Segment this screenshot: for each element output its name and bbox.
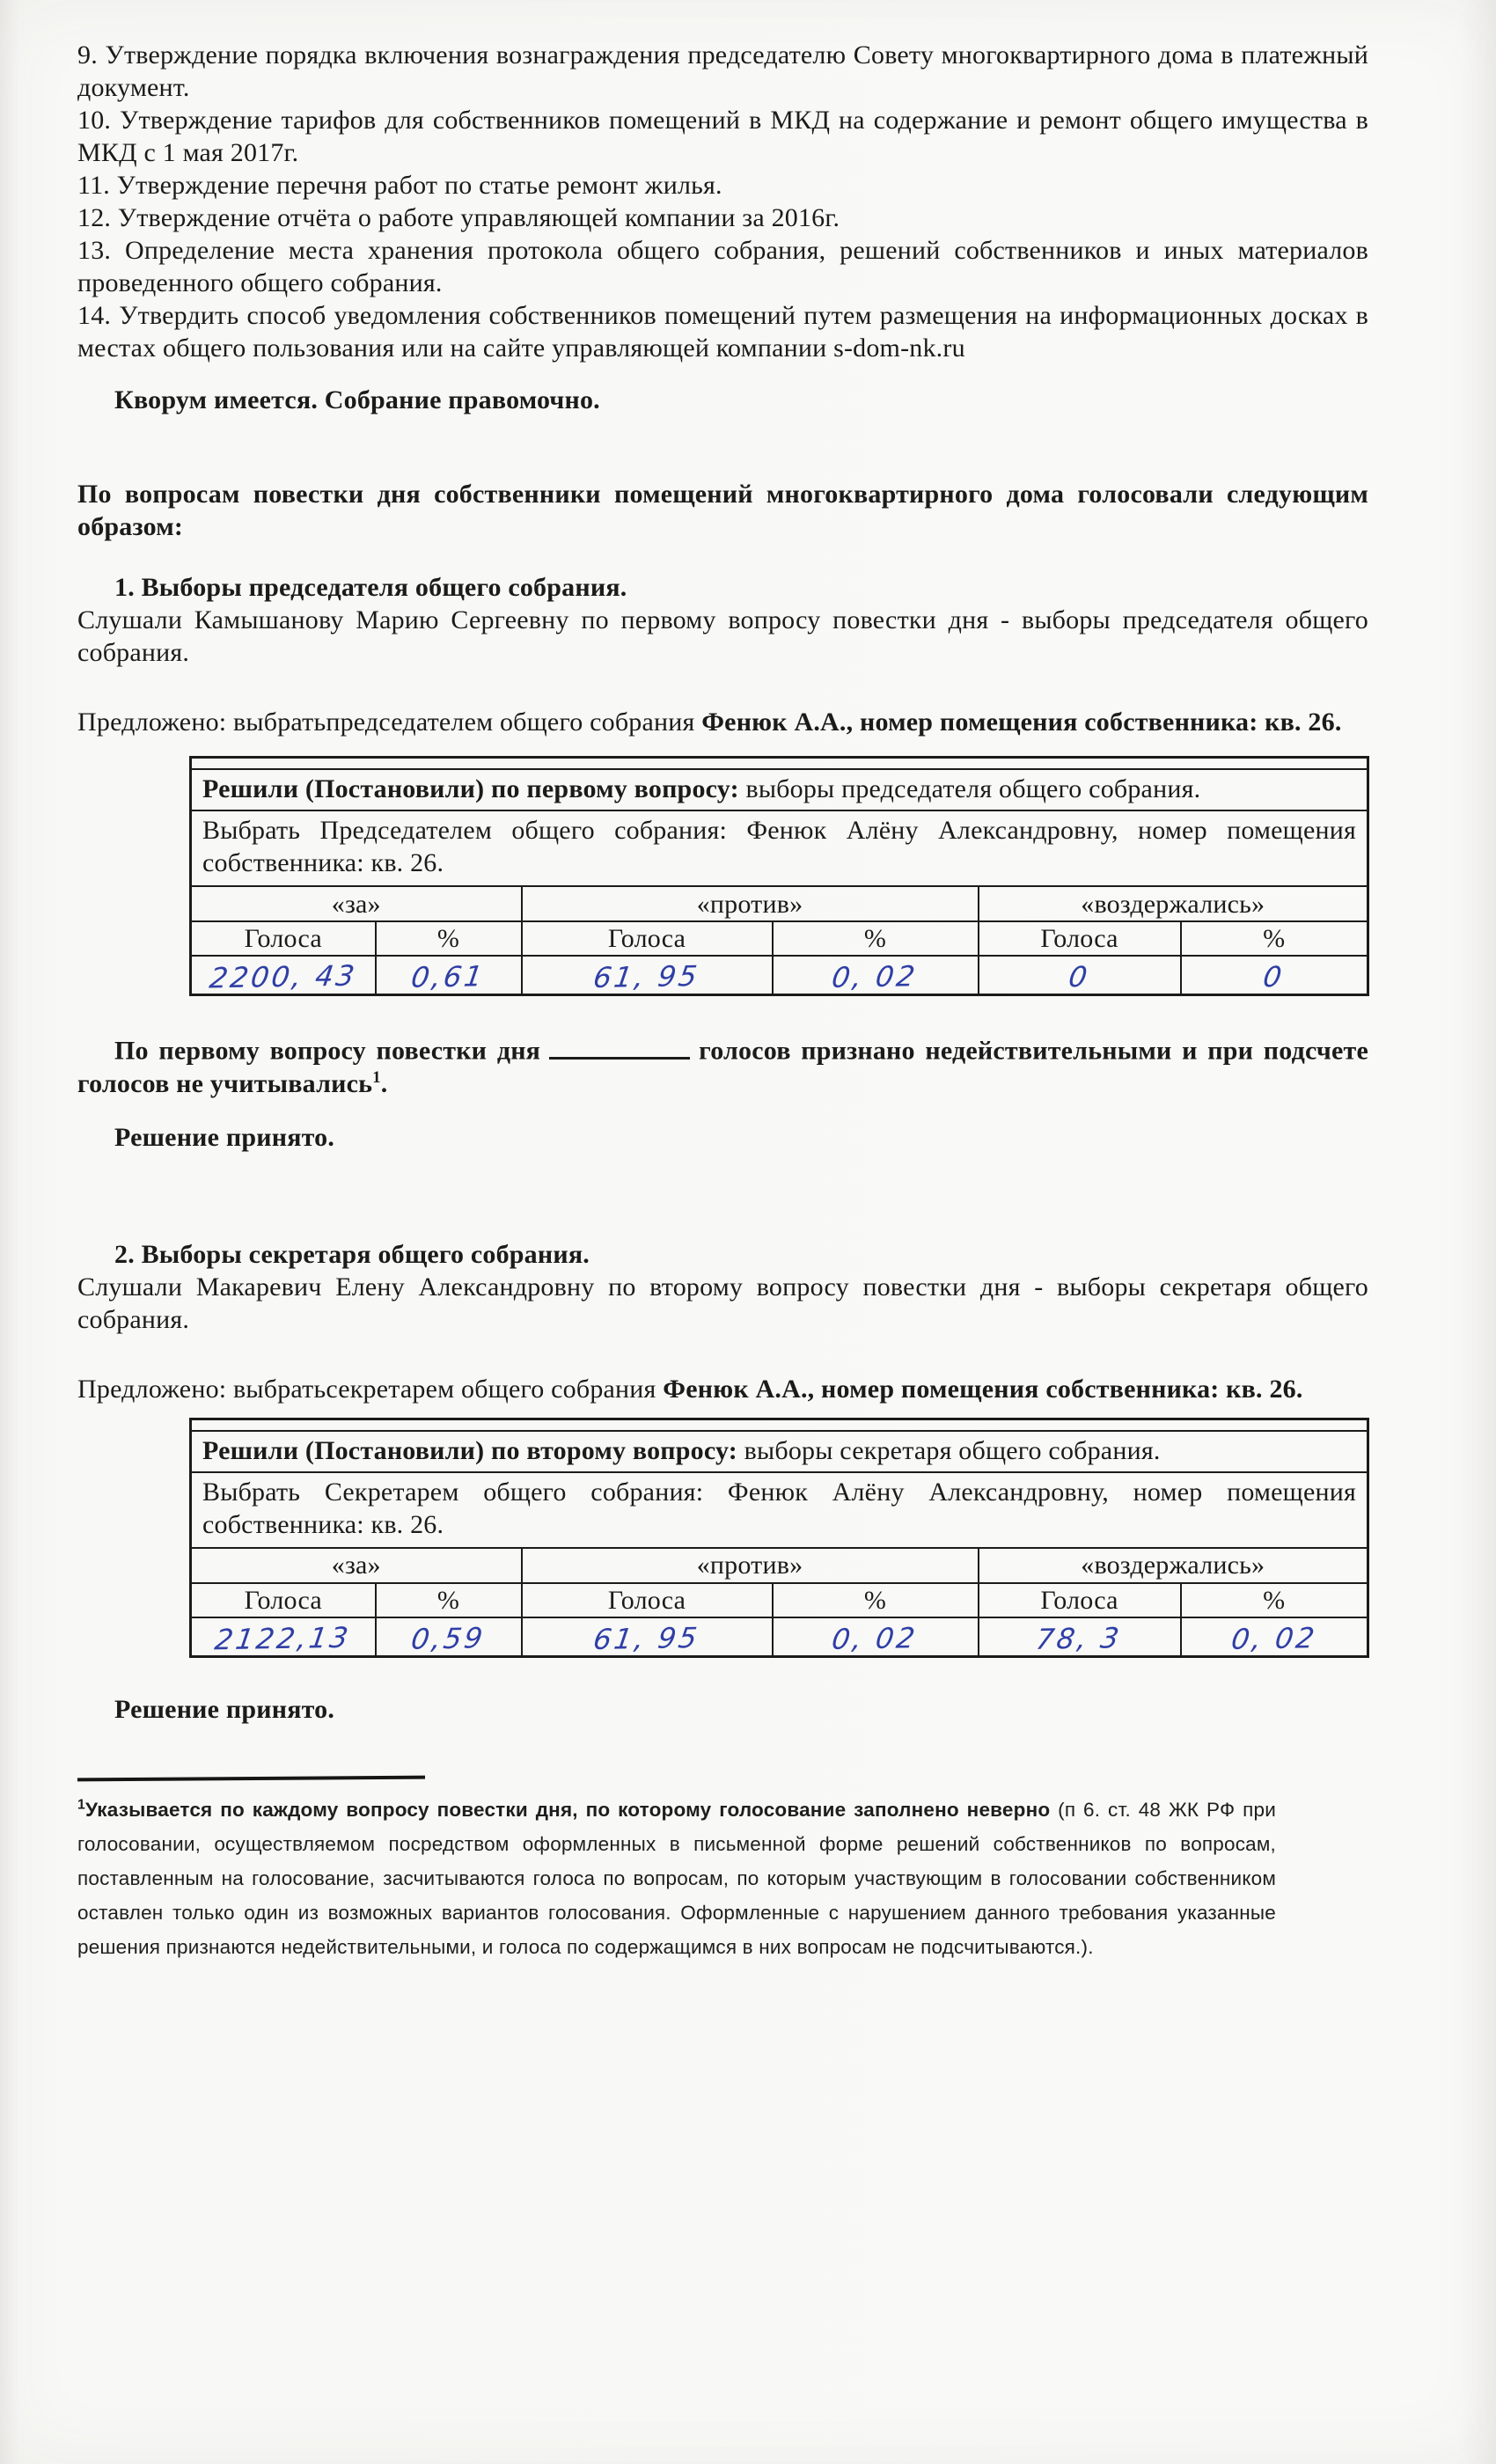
resolved-text: выборы председателя общего собрания. xyxy=(738,774,1201,803)
agenda-item-10: 10. Утверждение тарифов для собственников помещений в МКД на содержание и ремонт общего имущества в МКД с 1 мая 2017г. xyxy=(77,106,1368,167)
col-header-percent: % xyxy=(1181,921,1368,956)
table-row xyxy=(191,1617,1368,1657)
question1-proposed-text: Предложено: выбратьпредседателем общего собрания xyxy=(77,708,702,737)
table-row xyxy=(191,1583,1368,1617)
col-header-golosa: Голоса xyxy=(979,1583,1181,1617)
col-header-golosa: Голоса xyxy=(979,921,1181,956)
question2-proposed xyxy=(77,1373,1368,1405)
col-header-golosa: Голоса xyxy=(522,1583,773,1617)
vote-table-question2 xyxy=(189,1418,1369,1658)
question2-proposed-candidate: Фенюк А.А., номер помещения собственника: кв. 26. xyxy=(663,1374,1303,1404)
handwritten-value: 2200, 43 xyxy=(207,958,359,995)
table-row xyxy=(191,1548,1368,1583)
col-header-golosa: Голоса xyxy=(522,921,773,956)
col-header-golosa: Голоса xyxy=(191,921,376,956)
group-protiv-header: «против» xyxy=(522,886,979,921)
vozderzhalis-votes-value xyxy=(979,956,1181,995)
footnote-divider xyxy=(77,1775,425,1781)
invalid-note-before: По первому вопросу повестки дня xyxy=(114,1036,541,1066)
protiv-percent-value xyxy=(773,1617,979,1657)
agenda-item-12: 12. Утверждение отчёта о работе управляющей компании за 2016г. xyxy=(77,203,840,232)
handwritten-value: 61, 95 xyxy=(590,1620,702,1656)
agenda-item-13: 13. Определение места хранения протокола общего собрания, решений собственников и иных материалов проведенного общего собрания. xyxy=(77,236,1368,297)
decision-cell: Выбрать Секретарем общего собрания: Фенюк Алёну Александровну, номер помещения собственника: кв. 26. xyxy=(191,1472,1368,1548)
handwritten-value: 0, 02 xyxy=(1228,1620,1319,1656)
table-row xyxy=(191,1472,1368,1548)
vozderzhalis-votes-value xyxy=(979,1617,1181,1657)
table-row xyxy=(191,758,1368,770)
col-header-golosa: Голоса xyxy=(191,1583,376,1617)
group-vozderzhalis-header: «воздержались» xyxy=(979,1548,1368,1583)
group-protiv-header: «против» xyxy=(522,1548,979,1583)
footnote-mark: 1 xyxy=(77,1797,85,1812)
table-row xyxy=(191,769,1368,810)
sentence-end: . xyxy=(380,1068,388,1098)
vozderzhalis-percent-value xyxy=(1181,956,1368,995)
spacer-cell xyxy=(191,758,1368,770)
za-votes-value xyxy=(191,1617,376,1657)
footnote-reference: 1 xyxy=(372,1067,381,1087)
page-content xyxy=(77,39,1368,1964)
vozderzhalis-percent-value xyxy=(1181,1617,1368,1657)
col-header-percent: % xyxy=(376,1583,522,1617)
handwritten-value: 61, 95 xyxy=(590,958,702,995)
group-vozderzhalis-header: «воздержались» xyxy=(979,886,1368,921)
agenda-item-9: 9. Утверждение порядка включения вознаграждения председателю Совету многоквартирного дома в платежный документ. xyxy=(77,40,1368,102)
table-row xyxy=(191,1419,1368,1431)
footnote-normal-part: (п 6. ст. 48 ЖК РФ при голосовании, осуществляемом посредством оформленных в письменной форме решений собственников по вопросам, поставленным на голосование, засчитываются голоса по вопросам, по которым участвующим в голосовании собственником оставлен только один из возможных вариантов голосования. Оформленные с нарушением данного требования указанные решения признаются недействительными, и голоса по содержащимся в них вопросам не подсчитываются.). xyxy=(77,1798,1276,1958)
za-percent-value xyxy=(376,956,522,995)
protiv-votes-value xyxy=(522,956,773,995)
col-header-percent: % xyxy=(376,921,522,956)
question2-listened: Слушали Макаревич Елену Александровну по второму вопросу повестки дня - выборы секретаря общего собрания. xyxy=(77,1272,1368,1334)
group-za-header: «за» xyxy=(191,886,522,921)
table-row xyxy=(191,810,1368,886)
handwritten-value: 2122,13 xyxy=(212,1620,353,1656)
resolved-cell xyxy=(191,769,1368,810)
col-header-percent: % xyxy=(773,921,979,956)
resolved-label: Решили (Постановили) по первому вопросу: xyxy=(202,774,739,803)
agenda-item-11: 11. Утверждение перечня работ по статье ремонт жилья. xyxy=(77,171,722,200)
protiv-percent-value xyxy=(773,956,979,995)
table-row xyxy=(191,1431,1368,1472)
protiv-votes-value xyxy=(522,1617,773,1657)
handwritten-value: 78, 3 xyxy=(1034,1620,1125,1656)
footnote-bold-part: Указывается по каждому вопросу повестки дня, по которому голосование заполнено неверно xyxy=(84,1798,1051,1821)
quorum-statement: Кворум имеется. Собрание правомочно. xyxy=(114,385,600,414)
footnote-text xyxy=(77,1793,1276,1964)
resolved-label: Решили (Постановили) по второму вопросу: xyxy=(202,1435,737,1465)
table-row xyxy=(191,956,1368,995)
resolved-cell xyxy=(191,1431,1368,1472)
resolved-text: выборы секретаря общего собрания. xyxy=(737,1435,1161,1465)
table-row xyxy=(191,886,1368,921)
handwritten-value: 0,59 xyxy=(408,1620,488,1656)
za-votes-value xyxy=(191,956,376,995)
question1-decision: Решение принято. xyxy=(114,1122,335,1152)
handwritten-value: 0 xyxy=(1261,959,1287,994)
question2-proposed-text: Предложено: выбратьсекретарем общего собрания xyxy=(77,1374,664,1404)
question1-listened: Слушали Камышанову Марию Сергеевну по первому вопросу повестки дня - выборы председателя общего собрания. xyxy=(77,605,1368,667)
vote-table-question1 xyxy=(189,756,1369,996)
col-header-percent: % xyxy=(773,1583,979,1617)
col-header-percent: % xyxy=(1181,1583,1368,1617)
table-row xyxy=(191,921,1368,956)
question1-title: 1. Выборы председателя общего собрания. xyxy=(114,573,627,602)
question1-proposed-candidate: Фенюк А.А., номер помещения собственника: кв. 26. xyxy=(701,708,1342,737)
handwritten-value: 0,61 xyxy=(408,959,488,994)
decision-cell: Выбрать Председателем общего собрания: Фенюк Алёну Александровну, номер помещения собственника: кв. 26. xyxy=(191,810,1368,886)
handwritten-value: 0, 02 xyxy=(830,959,920,994)
question1-invalid-votes-note xyxy=(77,1031,1368,1100)
group-za-header: «за» xyxy=(191,1548,522,1583)
agenda-item-14: 14. Утвердить способ уведомления собственников помещений путем размещения на информационных досках в местах общего пользования или на сайте управляющей компании s-dom-nk.ru xyxy=(77,301,1368,363)
voting-intro: По вопросам повестки дня собственники помещений многоквартирного дома голосовали следующим образом: xyxy=(77,480,1368,541)
spacer-cell xyxy=(191,1419,1368,1431)
question2-title: 2. Выборы секретаря общего собрания. xyxy=(114,1239,590,1269)
question2-decision: Решение принято. xyxy=(114,1694,335,1724)
invalid-note-after: голосов признано недействительными и при подсчете голосов не учитывались xyxy=(77,1036,1368,1098)
handwritten-value: 0, 02 xyxy=(830,1620,920,1656)
za-percent-value xyxy=(376,1617,522,1657)
blank-line xyxy=(549,1031,690,1060)
question1-proposed xyxy=(77,706,1368,738)
handwritten-value: 0 xyxy=(1066,959,1092,994)
